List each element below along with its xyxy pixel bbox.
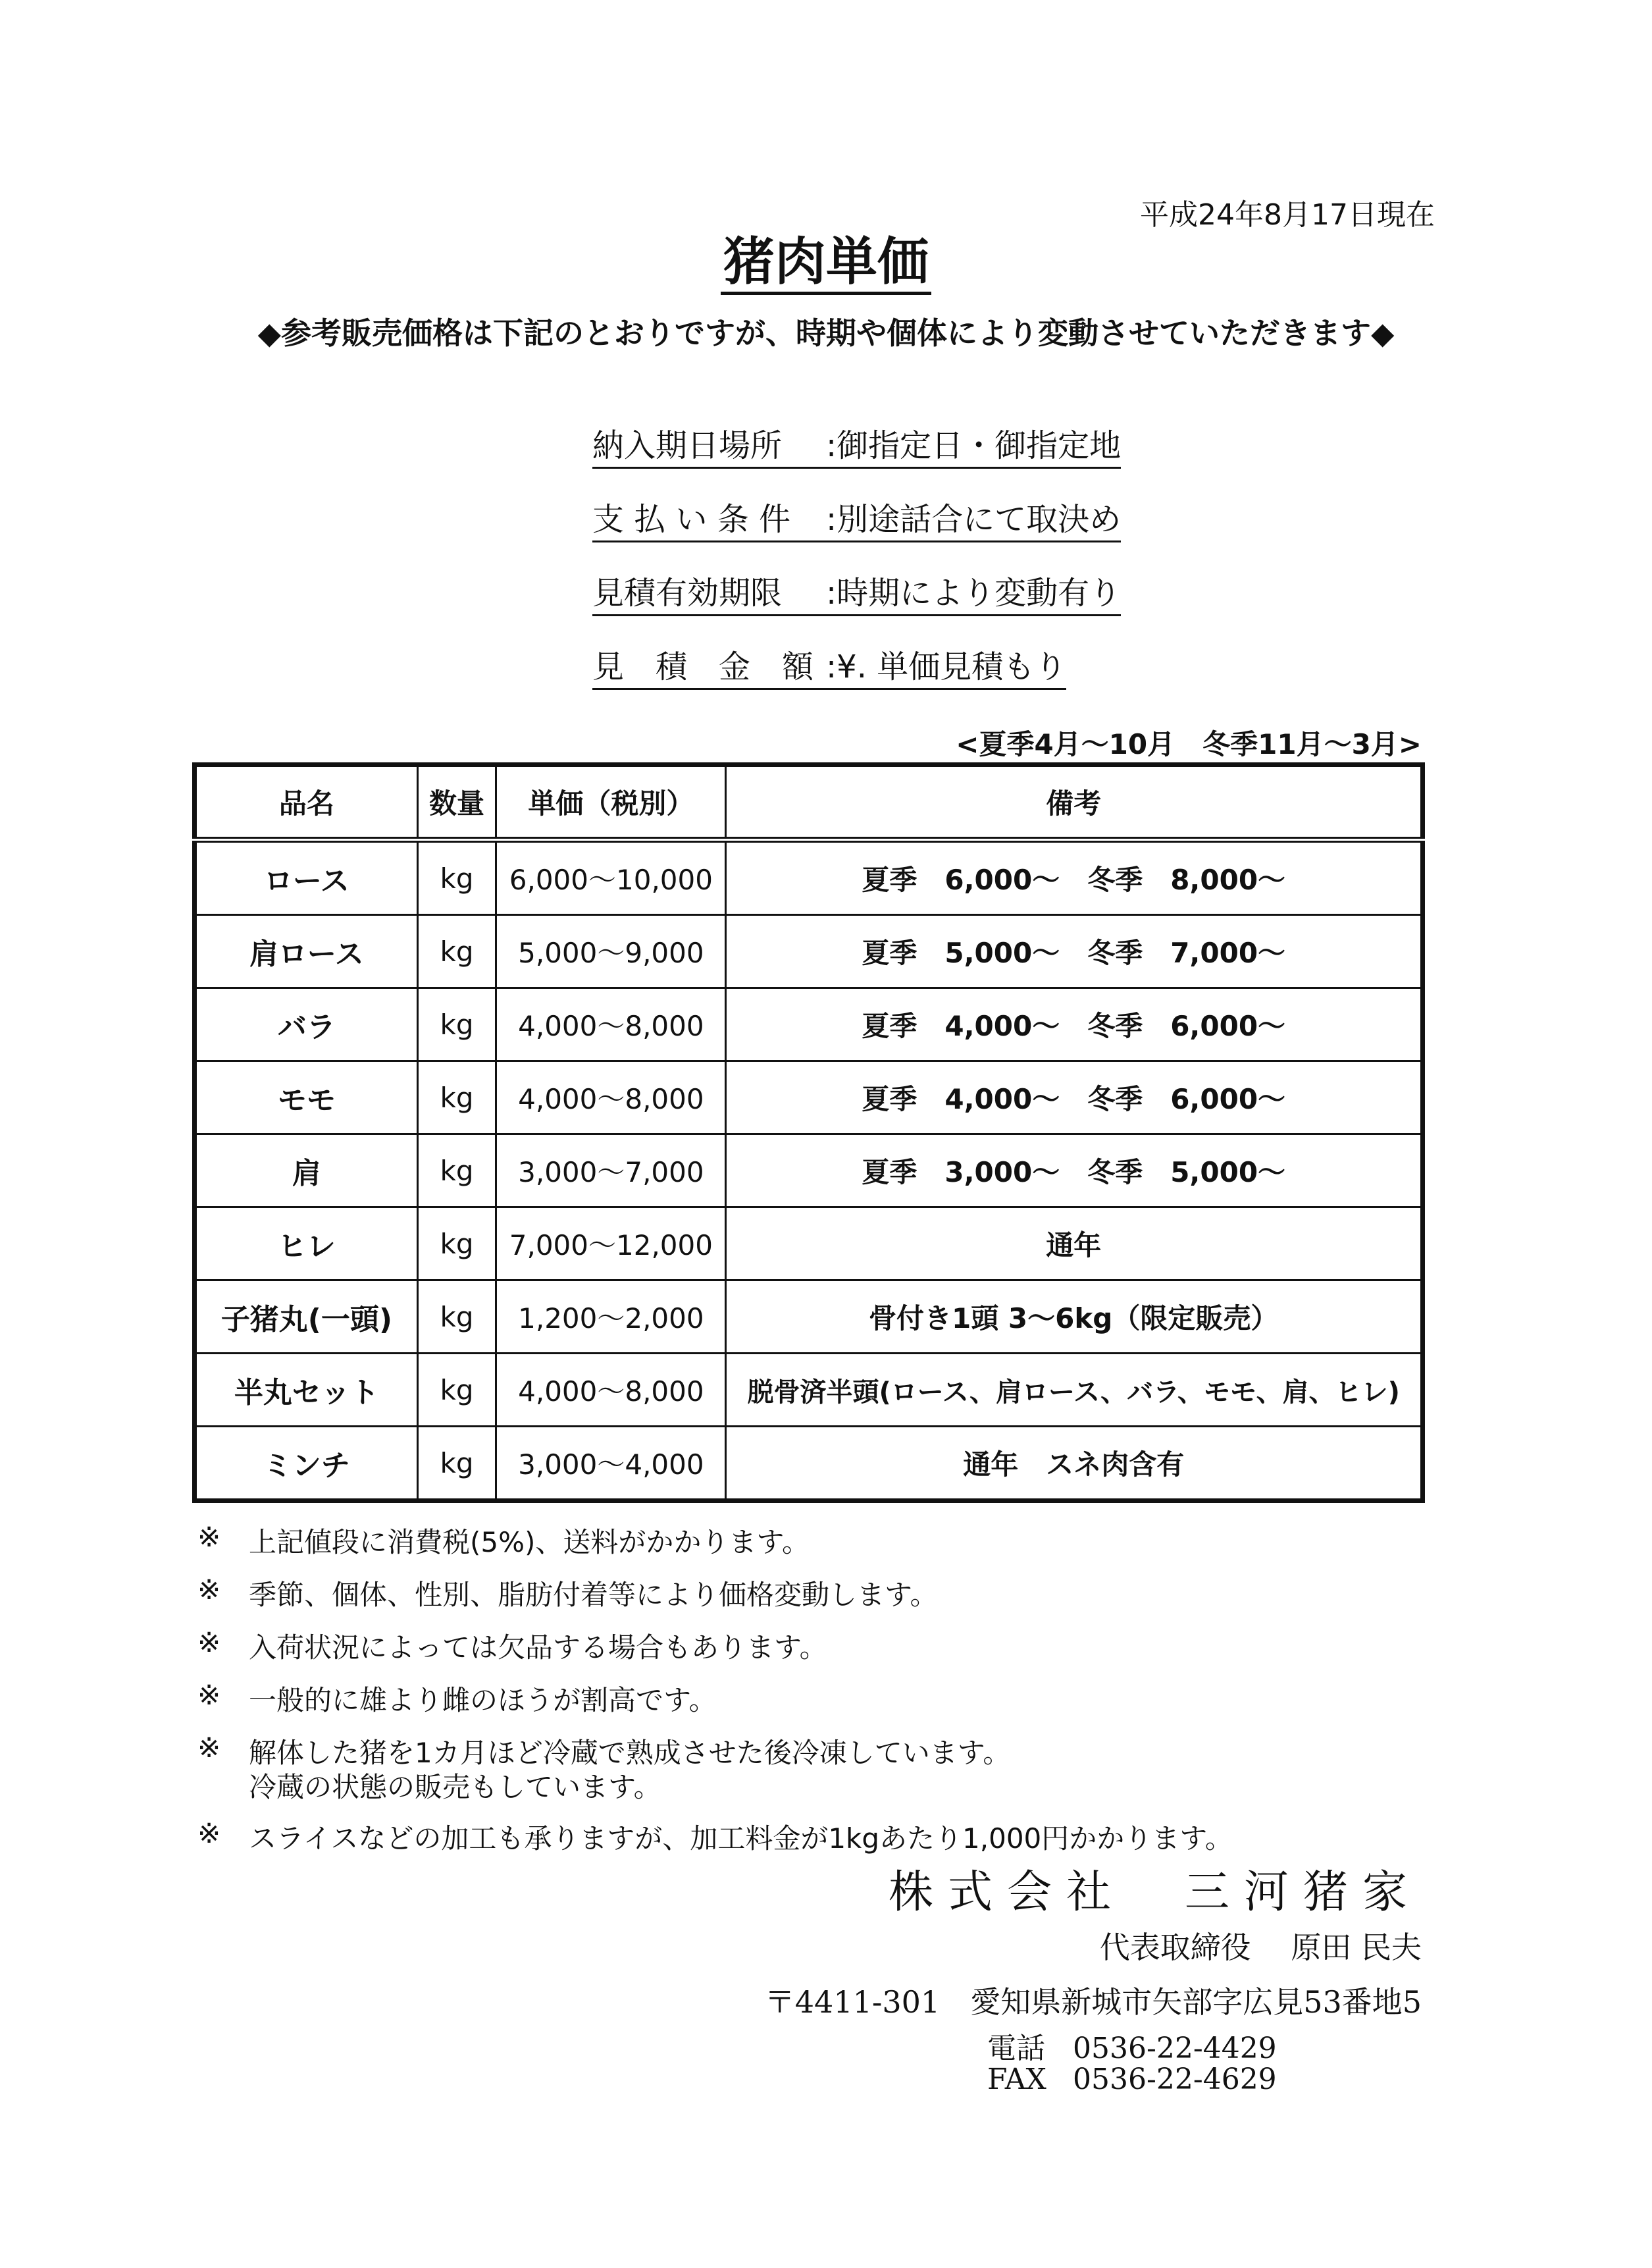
item-note: 骨付き1頭 3～6kg（限定販売） — [726, 1280, 1423, 1354]
header-note: 備考 — [726, 765, 1423, 840]
condition-payment — [592, 494, 1121, 542]
phone-label: 電話 — [987, 2032, 1045, 2065]
item-name: バラ — [195, 988, 418, 1061]
item-price: 6,000～10,000 — [496, 840, 726, 915]
item-note: 夏季 4,000～ 冬季 6,000～ — [726, 988, 1423, 1061]
note-mark: ※ — [197, 1573, 221, 1606]
condition-label: 見 積 金 額 — [592, 648, 814, 685]
item-price: 4,000～8,000 — [496, 1061, 726, 1134]
season-note: <夏季4月～10月 冬季11月～3月> — [956, 728, 1422, 760]
item-name: 肩 — [195, 1134, 418, 1207]
condition-label: 支 払 い 条 件 — [592, 501, 791, 538]
item-qty: kg — [417, 1134, 496, 1207]
item-name: 半丸セット — [195, 1354, 418, 1427]
table-row — [195, 840, 1423, 915]
item-note: 夏季 6,000～ 冬季 8,000～ — [726, 840, 1423, 915]
table-row — [195, 988, 1423, 1061]
item-name: モモ — [195, 1061, 418, 1134]
representative: 代表取締役 原田 民夫 — [1099, 1930, 1422, 1965]
note-item — [197, 1731, 1448, 1817]
note-item — [197, 1521, 1448, 1573]
page-title-text: 猪肉単価 — [721, 232, 931, 295]
price-table — [192, 762, 1425, 1503]
phone-line — [987, 2024, 1277, 2067]
item-qty: kg — [417, 1354, 496, 1427]
table-row — [195, 915, 1423, 988]
item-qty: kg — [417, 1061, 496, 1134]
header-qty: 数量 — [417, 765, 496, 840]
fax-number: 0536-22-4629 — [1073, 2063, 1277, 2096]
table-row — [195, 1427, 1423, 1501]
item-name: ヒレ — [195, 1207, 418, 1280]
item-qty: kg — [417, 988, 496, 1061]
table-row — [195, 1134, 1423, 1207]
note-mark: ※ — [197, 1626, 221, 1658]
item-qty: kg — [417, 840, 496, 915]
condition-amount — [592, 641, 1066, 690]
phone-number: 0536-22-4429 — [1073, 2032, 1277, 2065]
item-qty: kg — [417, 1280, 496, 1354]
company-address: 〒4411-301 愛知県新城市矢部字広見53番地5 — [764, 1984, 1422, 2020]
table-row — [195, 1354, 1423, 1427]
fax-line — [987, 2063, 1277, 2096]
item-qty: kg — [417, 915, 496, 988]
table-row — [195, 1061, 1423, 1134]
item-name: ミンチ — [195, 1427, 418, 1501]
note-item — [197, 1626, 1448, 1679]
item-note: 夏季 5,000～ 冬季 7,000～ — [726, 915, 1423, 988]
item-name: 子猪丸(一頭) — [195, 1280, 418, 1354]
item-price: 4,000～8,000 — [496, 988, 726, 1061]
item-price: 7,000～12,000 — [496, 1207, 726, 1280]
condition-validity — [592, 567, 1121, 616]
condition-value: :別途話合にて取決め — [826, 501, 1122, 538]
item-note: 通年 スネ肉含有 — [726, 1427, 1423, 1501]
condition-label: 納入期日場所 — [592, 427, 783, 464]
item-price: 3,000～7,000 — [496, 1134, 726, 1207]
note-item — [197, 1679, 1448, 1731]
table-row — [195, 1280, 1423, 1354]
item-price: 5,000～9,000 — [496, 915, 726, 988]
item-note: 夏季 4,000～ 冬季 6,000～ — [726, 1061, 1423, 1134]
note-text: 入荷状況によっては欠品する場合もあります。 — [249, 1631, 827, 1664]
condition-value: :時期により変動有り — [826, 575, 1122, 612]
item-name: ロース — [195, 840, 418, 915]
item-price: 3,000～4,000 — [496, 1427, 726, 1501]
note-mark: ※ — [197, 1817, 221, 1849]
document-date: 平成24年8月17日現在 — [1140, 198, 1435, 232]
header-item: 品名 — [195, 765, 418, 840]
note-text: 上記値段に消費税(5%)、送料がかかります。 — [249, 1526, 810, 1558]
item-name: 肩ロース — [195, 915, 418, 988]
item-note: 脱骨済半頭(ロース、肩ロース、バラ、モモ、肩、ヒレ) — [726, 1354, 1423, 1427]
table-row — [195, 1207, 1423, 1280]
page-title — [0, 221, 1652, 294]
condition-label: 見積有効期限 — [592, 575, 783, 612]
note-text: 季節、個体、性別、脂肪付着等により価格変動します。 — [249, 1579, 938, 1611]
note-mark: ※ — [197, 1521, 221, 1553]
notes-list — [197, 1521, 1448, 1870]
item-qty: kg — [417, 1207, 496, 1280]
note-text: 一般的に雄より雌のほうが割高です。 — [249, 1684, 717, 1716]
note-mark: ※ — [197, 1679, 221, 1711]
item-price: 1,200～2,000 — [496, 1280, 726, 1354]
note-text: スライスなどの加工も承りますが、加工料金が1kgあたり1,000円かかります。 — [249, 1822, 1233, 1855]
note-text: 解体した猪を1カ月ほど冷蔵で熟成させた後冷凍しています。 — [249, 1737, 1011, 1769]
item-note: 夏季 3,000～ 冬季 5,000～ — [726, 1134, 1423, 1207]
subtitle: ◆参考販売価格は下記のとおりですが、時期や個体により変動させていただきます◆ — [257, 315, 1395, 351]
company-name: 株式会社 三河猪家 — [888, 1866, 1422, 1918]
note-mark: ※ — [197, 1731, 221, 1764]
item-qty: kg — [417, 1427, 496, 1501]
condition-delivery — [592, 420, 1121, 469]
table-header-row — [195, 765, 1423, 840]
item-note: 通年 — [726, 1207, 1423, 1280]
condition-value: :御指定日・御指定地 — [826, 427, 1122, 464]
fax-label: FAX — [987, 2063, 1046, 2096]
condition-value: :¥. 単価見積もり — [826, 648, 1067, 685]
note-text-line2: 冷蔵の状態の販売もしています。 — [249, 1771, 661, 1803]
header-price: 単価（税別） — [496, 765, 726, 840]
item-price: 4,000～8,000 — [496, 1354, 726, 1427]
note-item — [197, 1573, 1448, 1626]
